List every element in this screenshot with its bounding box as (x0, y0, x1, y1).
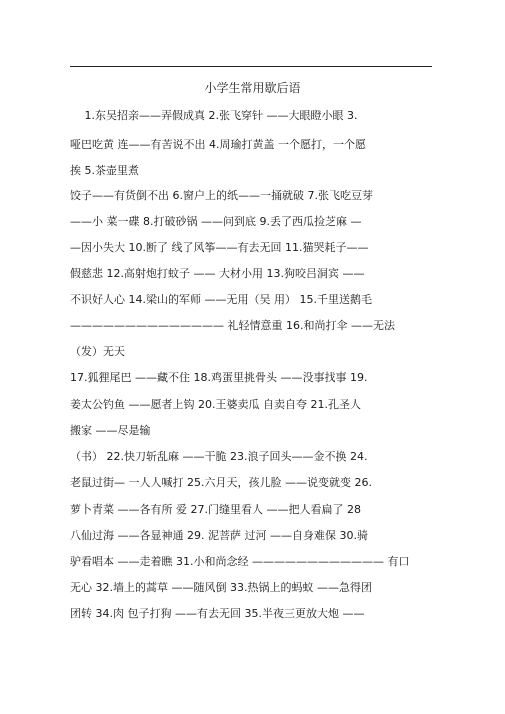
text-line: 老鼠过街— 一人人喊打 25.六月天，孩儿脸 ——说变就变 26. (70, 476, 372, 489)
text-line: —————————————— 礼轻情意重 16.和尚打伞 ——无法 (70, 319, 395, 332)
text-line: 挨 5.茶壶里煮 (70, 164, 139, 177)
text-line: 驴看唱本 ——走着瞧 31.小和尚念经 ———————————— 有口 (70, 555, 410, 568)
text-line: 搬家 ——尽是输 (70, 424, 151, 437)
text-line: 团转 34.肉 包子打狗 ——有去无回 35.半夜三更放大炮 —— (70, 607, 365, 620)
text-line: 假慈悲 12.高射炮打蚊子 —— 大材小用 13.狗咬吕洞宾 —— (70, 267, 365, 280)
text-line: （发）无天 (70, 345, 125, 358)
text-line: ——小 菜一碟 8.打破砂锅 ——问到底 9.丢了西瓜捡芝麻 — (70, 215, 362, 228)
text-line: 八仙过海 ——各显神通 29. 泥菩萨 过河 ——自身难保 30.骑 (70, 529, 368, 542)
document-title: 小学生常用歇后语 (204, 81, 301, 95)
text-line: 哑巴吃黄 连——有苦说不出 4.周瑜打黄盖 一个愿打，一个愿 (70, 138, 366, 151)
text-line: 1.东吴招亲——弄假成真 2.张飞穿针 ——大眼瞪小眼 3. (70, 109, 358, 122)
text-line: —因小失大 10.断了 线了风筝——有去无回 11.猫哭耗子—— (70, 241, 369, 254)
text-line: 无心 32.墙上的蒿草 ——随风倒 33.热锅上的蚂蚁 ——急得团 (70, 581, 372, 594)
text-line: 不识好人心 14.梁山的军师 ——无用（吴 用） 15.千里送鹅毛 (70, 293, 372, 306)
header-rule (70, 66, 432, 67)
text-line: （书） 22.快刀斩乱麻 ——干脆 23.浪子回头——金不换 24. (70, 450, 368, 463)
text-line: 17.狐狸尾巴 ——藏不住 18.鸡蛋里挑骨头 ——没事找事 19. (70, 371, 368, 384)
text-line: 饺子——有货倒不出 6.窗户上的纸——一捅就破 7.张飞吃豆芽 (70, 189, 373, 202)
text-line: 萝卜青菜 ——各有所 爱 27.门缝里看人 ——把人看扁了 28 (70, 503, 361, 516)
text-line: 姜太公钓鱼 ——愿者上钩 20.王婆卖瓜 自卖自夸 21.孔圣人 (70, 398, 361, 411)
